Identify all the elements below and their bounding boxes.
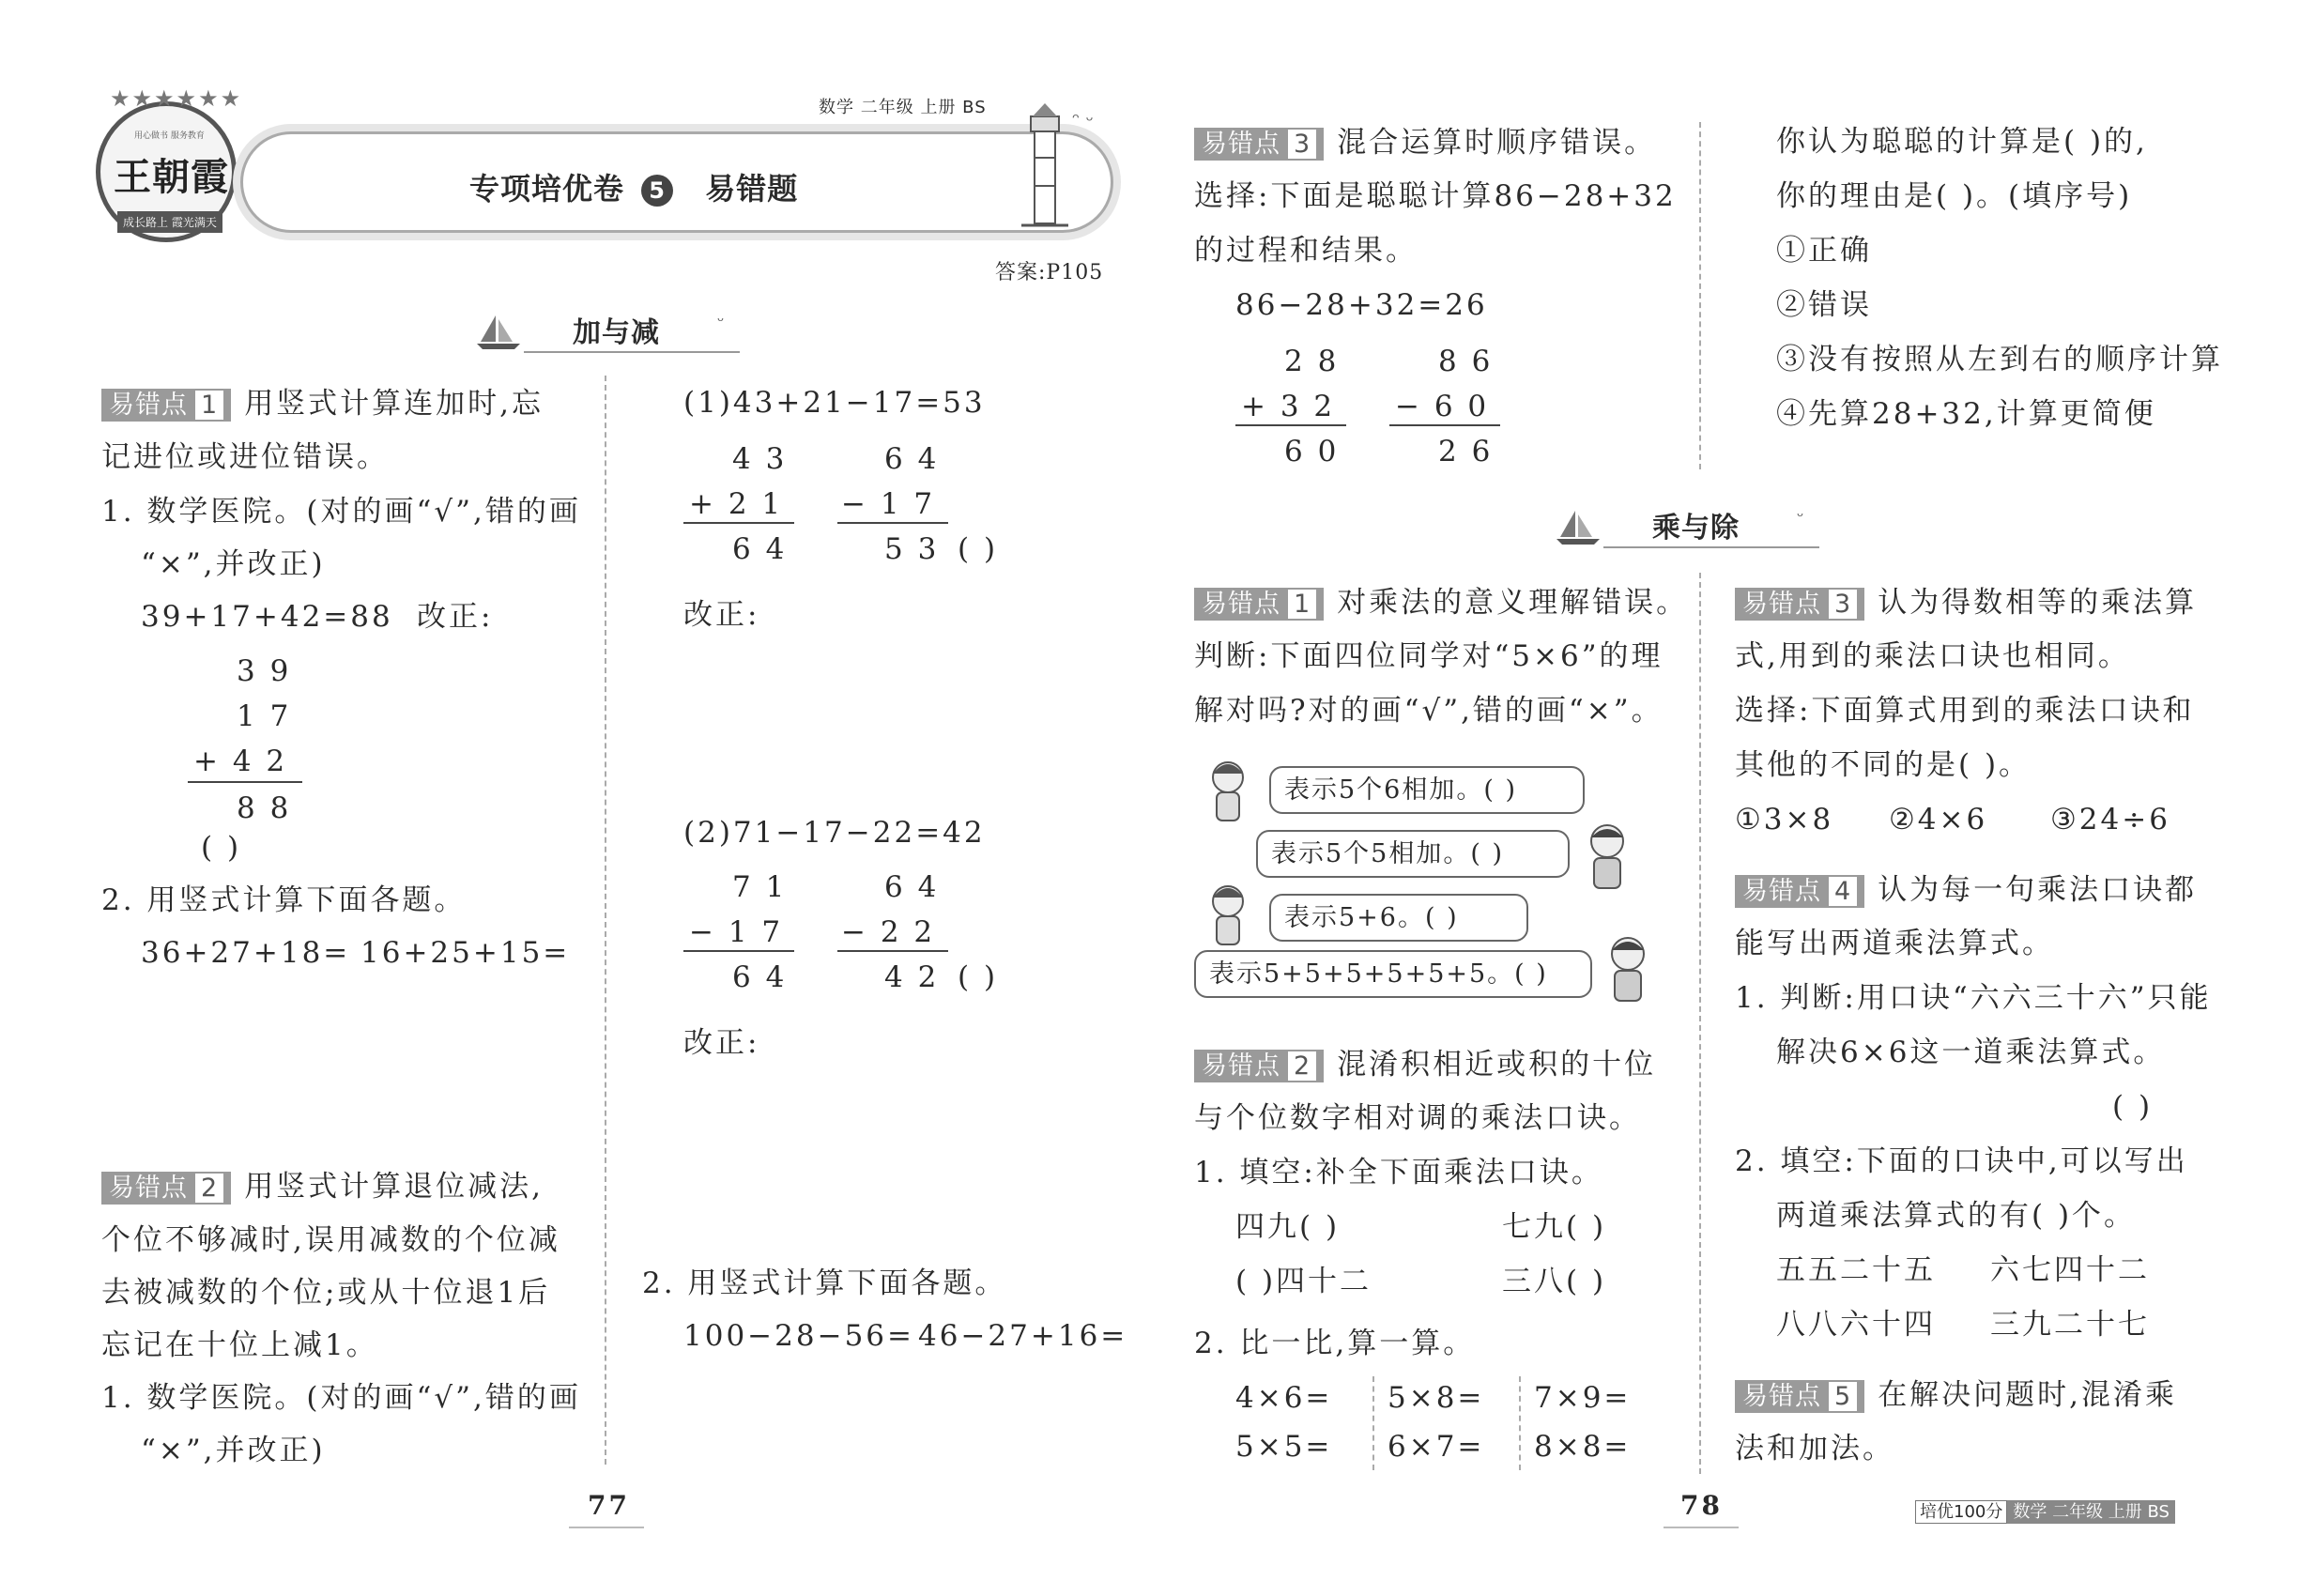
p1-v2-row1: 6 4 bbox=[884, 442, 940, 476]
mep3-line-4: 其他的不同的是( )。 bbox=[1735, 748, 2032, 782]
ep3-v2-row2: − 6 0 bbox=[1395, 390, 1490, 423]
ep3-v1-row2: + 3 2 bbox=[1241, 390, 1336, 423]
page-number-right-swash bbox=[1664, 1527, 1739, 1528]
brand-name: 王朝霞 bbox=[114, 155, 229, 199]
p1-v1-row1: 4 3 bbox=[732, 442, 788, 476]
ep3-v2-row1: 8 6 bbox=[1438, 345, 1494, 378]
mep2-heading bbox=[1194, 1050, 1656, 1082]
mep5-tag: 易错点 5 bbox=[1735, 1380, 1864, 1413]
mep4-tag: 易错点 4 bbox=[1735, 875, 1864, 908]
brand-logo bbox=[96, 85, 243, 242]
p2-v2-result: 4 2 bbox=[884, 960, 940, 994]
ep1-v-line bbox=[188, 781, 302, 783]
boy-avatar-icon-2 bbox=[1602, 933, 1654, 1005]
mep1-heading bbox=[1194, 588, 1688, 621]
mep4-q1-1: 1. 判断:用口诀“六六三十六”只能 bbox=[1735, 981, 2212, 1015]
ep1-v-row1: 3 9 bbox=[237, 654, 292, 688]
ep1-q1-title: 1. 数学医院。(对的画“√”,错的画 bbox=[101, 495, 581, 529]
ep3-expr: 86−28+32=26 bbox=[1235, 288, 1488, 322]
bubble-4[interactable]: 表示5+5+5+5+5+5。( ) bbox=[1194, 950, 1592, 998]
brand-sub: 用心做书 服务教育 bbox=[134, 131, 205, 141]
footer-badge-label: 培优100分 bbox=[1915, 1500, 2007, 1524]
rhyme-4: 三九二十七 bbox=[1990, 1308, 2150, 1342]
p1-v1-result: 6 4 bbox=[732, 532, 788, 566]
ep1-v-row3: + 4 2 bbox=[193, 744, 288, 778]
mep5-heading bbox=[1735, 1380, 2177, 1413]
mep2-fill-2[interactable]: 七九( ) bbox=[1502, 1210, 1607, 1244]
mep4-line-1: 认为每一句乘法口诀都 bbox=[1878, 873, 2198, 908]
ep3-tag: 易错点 3 bbox=[1194, 128, 1324, 161]
footer-meta: 数学 二年级 上册 BS bbox=[2007, 1500, 2175, 1524]
section-title-mul-div: 乘与除 bbox=[1652, 512, 1740, 545]
girl-avatar-icon bbox=[1202, 759, 1254, 824]
p2-v1-result: 6 4 bbox=[732, 960, 788, 994]
rhyme-1: 五五二十五 bbox=[1776, 1253, 1936, 1287]
ep3-option-3: ③没有按照从左到右的顺序计算 bbox=[1776, 343, 2223, 376]
compare-2: 5×8= bbox=[1388, 1381, 1485, 1415]
p2-v2-row1: 6 4 bbox=[884, 870, 940, 904]
page-title bbox=[469, 165, 798, 208]
lr-q2-title: 2. 用竖式计算下面各题。 bbox=[642, 1266, 1007, 1300]
mep3-tag: 易错点 3 bbox=[1735, 588, 1864, 621]
section-header-mul-div bbox=[1555, 507, 1823, 550]
compare-divider-1 bbox=[1372, 1376, 1374, 1470]
ep2-line-3: 去被减数的个位;或从十位退1后 bbox=[101, 1276, 551, 1310]
p2-v1-line bbox=[683, 950, 794, 952]
p1-v2-row2: − 1 7 bbox=[841, 487, 936, 521]
mep2-tag: 易错点 2 bbox=[1194, 1050, 1324, 1082]
ep3-q-1: 选择:下面是聪聪计算86−28+32 bbox=[1194, 179, 1677, 213]
mep1-tag: 易错点 1 bbox=[1194, 588, 1324, 621]
ep3-heading bbox=[1194, 128, 1656, 161]
p1-v2-line bbox=[837, 522, 948, 524]
mep1-q-2: 解对吗?对的画“√”,错的画“×”。 bbox=[1194, 694, 1664, 728]
bird-icon-2: ᵕ bbox=[1797, 507, 1804, 527]
ep2-tag: 易错点 2 bbox=[101, 1172, 231, 1205]
p1-v1-row2: + 2 1 bbox=[689, 487, 784, 521]
mep3-line-1: 认为得数相等的乘法算 bbox=[1878, 586, 2198, 621]
page-title-text: 专项培优卷 bbox=[469, 171, 625, 207]
ep1-v-row2: 1 7 bbox=[237, 699, 292, 733]
ep3-q-2: 的过程和结果。 bbox=[1194, 234, 1418, 268]
p2-v1-row2: − 1 7 bbox=[689, 915, 784, 949]
p2-v2-line bbox=[837, 950, 948, 952]
ep3-v1-result: 6 0 bbox=[1284, 435, 1340, 468]
ep3-v2-line bbox=[1389, 424, 1500, 426]
mep3-heading bbox=[1735, 588, 2197, 621]
ep3-option-4: ④先算28+32,计算更简便 bbox=[1776, 397, 2156, 431]
mep1-desc: 对乘法的意义理解错误。 bbox=[1337, 586, 1689, 621]
ep3-v2-result: 2 6 bbox=[1438, 435, 1494, 468]
compare-3: 7×9= bbox=[1534, 1381, 1632, 1415]
mep2-fill-3[interactable]: ( )四十二 bbox=[1235, 1265, 1372, 1298]
mep2-q2: 2. 比一比,算一算。 bbox=[1194, 1327, 1476, 1360]
ep3-ask-2: 你的理由是( )。(填序号) bbox=[1776, 179, 2133, 213]
ep1-paren[interactable]: ( ) bbox=[201, 831, 242, 865]
compare-divider-2 bbox=[1519, 1376, 1521, 1470]
mep2-line-2: 与个位数字相对调的乘法口诀。 bbox=[1194, 1101, 1641, 1135]
boy-avatar-icon bbox=[1581, 821, 1633, 892]
ep2-line-4: 忘记在十位上减1。 bbox=[101, 1328, 378, 1362]
page-number-left: 77 bbox=[588, 1490, 630, 1521]
section-title-add-sub: 加与减 bbox=[573, 316, 660, 349]
p1-fix: 改正: bbox=[683, 598, 760, 632]
page-number-left-swash bbox=[569, 1527, 644, 1528]
ep3-option-2: ②错误 bbox=[1776, 288, 1872, 322]
ep2-line-2: 个位不够减时,误用减数的个位减 bbox=[101, 1223, 560, 1257]
ep3-desc: 混合运算时顺序错误。 bbox=[1337, 126, 1657, 161]
compare-4: 5×5= bbox=[1235, 1430, 1333, 1464]
compare-6: 8×8= bbox=[1534, 1430, 1632, 1464]
compare-1: 4×6= bbox=[1235, 1381, 1333, 1415]
sailboat-icon bbox=[475, 312, 522, 351]
ep3-option-1: ①正确 bbox=[1776, 234, 1872, 268]
ep2-q1-title: 1. 数学医院。(对的画“√”,错的画 bbox=[101, 1381, 581, 1415]
footer-badge bbox=[1915, 1498, 2175, 1523]
lr-q2-expr-1: 100−28−56= bbox=[683, 1319, 914, 1353]
p2-v2-row2: − 2 2 bbox=[841, 915, 936, 949]
brand-stars: ★★★★★★ bbox=[110, 85, 243, 112]
mep3-option-3: ③24÷6 bbox=[2050, 803, 2170, 836]
ep1-tag: 易错点 1 bbox=[101, 389, 231, 422]
mep4-heading bbox=[1735, 875, 2197, 908]
ep3-v1-row1: 2 8 bbox=[1284, 345, 1340, 378]
ep1-v-result: 8 8 bbox=[237, 791, 292, 825]
lr-q2-expr-2: 46−27+16= bbox=[918, 1319, 1128, 1353]
birds-icon: ᵔ ᵕ bbox=[1072, 109, 1094, 131]
p2-v1-row1: 7 1 bbox=[732, 870, 788, 904]
sailboat-icon-2 bbox=[1555, 507, 1602, 546]
mep5-line-1: 在解决问题时,混淆乘 bbox=[1878, 1378, 2178, 1413]
ep1-q1-title2: “×”,并改正) bbox=[141, 547, 326, 581]
ep2-heading bbox=[101, 1172, 544, 1205]
brand-ribbon: 成长路上 霞光满天 bbox=[117, 211, 222, 233]
mep3-line-3: 选择:下面算式用到的乘法口诀和 bbox=[1735, 694, 2195, 728]
mep4-line-2: 能写出两道乘法算式。 bbox=[1735, 927, 2054, 960]
mep5-line-2: 法和加法。 bbox=[1735, 1432, 1894, 1466]
answer-ref: 答案:P105 bbox=[995, 261, 1104, 284]
ep2-q1-title2: “×”,并改正) bbox=[141, 1434, 326, 1467]
p1-v2-result: 5 3 bbox=[884, 532, 940, 566]
mep4-q2-2: 两道乘法算式的有( )个。 bbox=[1776, 1199, 2137, 1233]
mep2-q1: 1. 填空:补全下面乘法口诀。 bbox=[1194, 1156, 1603, 1189]
rhyme-3: 八八六十四 bbox=[1776, 1308, 1936, 1342]
p2-expr: (2)71−17−22=42 bbox=[683, 816, 986, 850]
ep1-heading bbox=[101, 389, 544, 422]
header-meta: 数学 二年级 上册 BS bbox=[819, 98, 987, 117]
p1-v1-line bbox=[683, 522, 794, 524]
bubble-2[interactable]: 表示5个5相加。( ) bbox=[1256, 830, 1570, 878]
bubble-1[interactable]: 表示5个6相加。( ) bbox=[1269, 766, 1585, 814]
mep2-line-1: 混淆积相近或积的十位 bbox=[1337, 1048, 1657, 1082]
ep1-desc-1: 用竖式计算连加时,忘 bbox=[244, 387, 544, 422]
lighthouse-icon bbox=[1021, 101, 1068, 233]
bubble-3[interactable]: 表示5+6。( ) bbox=[1269, 894, 1528, 942]
ep1-q2-title: 2. 用竖式计算下面各题。 bbox=[101, 883, 467, 917]
mep3-option-1: ①3×8 bbox=[1735, 803, 1834, 836]
ep1-q2-expr-1: 36+27+18= bbox=[141, 936, 351, 970]
p2-fix: 改正: bbox=[683, 1026, 760, 1060]
ep2-line-1: 用竖式计算退位减法, bbox=[244, 1170, 544, 1205]
ep3-v1-line bbox=[1235, 424, 1346, 426]
mep2-fill-1[interactable]: 四九( ) bbox=[1235, 1210, 1341, 1244]
girl-avatar-icon-2 bbox=[1202, 882, 1254, 948]
ep1-q1-fix: 改正: bbox=[417, 600, 494, 634]
mep2-fill-4[interactable]: 三八( ) bbox=[1502, 1265, 1607, 1298]
right-top-divider bbox=[1699, 122, 1701, 469]
page-number-right: 78 bbox=[1680, 1490, 1723, 1521]
mep4-q1-paren[interactable]: ( ) bbox=[2112, 1090, 2154, 1124]
mep3-option-2: ②4×6 bbox=[1889, 803, 1988, 836]
mep4-q1-2: 解决6×6这一道乘法算式。 bbox=[1776, 1036, 2166, 1069]
mep1-q-1: 判断:下面四位同学对“5×6”的理 bbox=[1194, 639, 1664, 673]
bird-icon: ᵕ bbox=[717, 312, 725, 331]
ep1-q2-expr-2: 16+25+15= bbox=[360, 936, 571, 970]
p1-paren[interactable]: ( ) bbox=[958, 532, 999, 566]
compare-5: 6×7= bbox=[1388, 1430, 1485, 1464]
left-column-divider bbox=[605, 376, 606, 1465]
section-header-add-sub bbox=[475, 312, 744, 355]
ep1-q1-expr: 39+17+42=88 bbox=[141, 600, 393, 634]
ep1-desc-2: 记进位或进位错误。 bbox=[101, 440, 389, 474]
mep3-line-2: 式,用到的乘法口诀也相同。 bbox=[1735, 639, 2130, 673]
p1-expr: (1)43+21−17=53 bbox=[683, 386, 986, 420]
right-bottom-divider bbox=[1699, 573, 1701, 1474]
mep4-q2-1: 2. 填空:下面的口诀中,可以写出 bbox=[1735, 1144, 2188, 1178]
page-title-num: 5 bbox=[641, 175, 673, 207]
ep3-ask-1: 你认为聪聪的计算是( )的, bbox=[1776, 125, 2148, 159]
page-title-subject: 易错题 bbox=[705, 171, 799, 207]
rhyme-2: 六七四十二 bbox=[1990, 1253, 2150, 1287]
p2-paren[interactable]: ( ) bbox=[958, 960, 999, 994]
